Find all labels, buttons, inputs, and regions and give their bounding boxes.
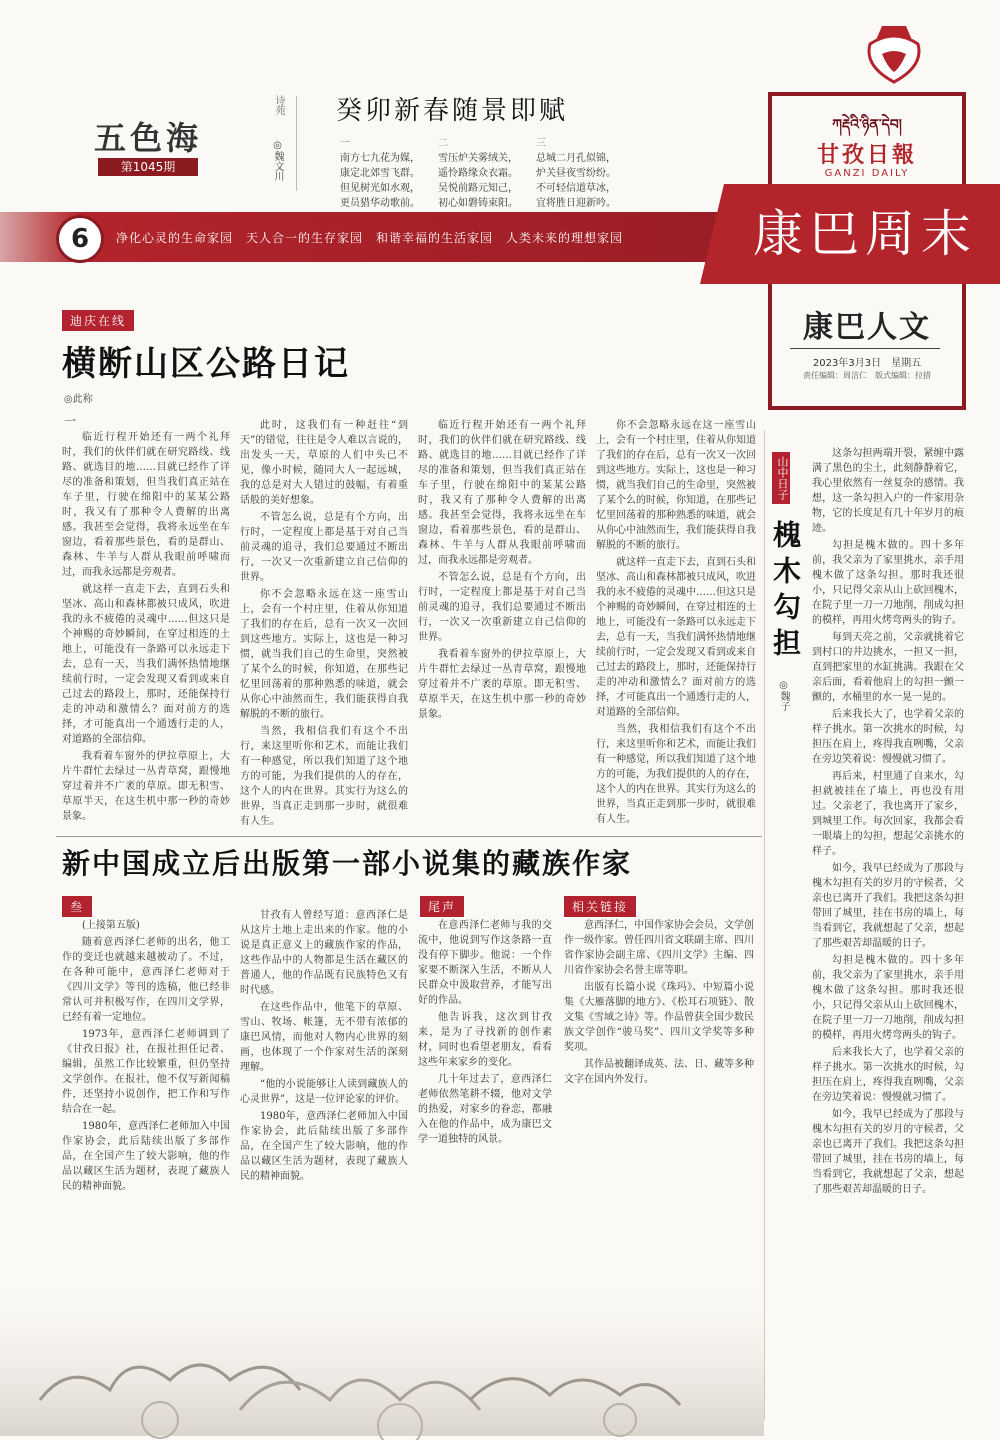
brand-logo: [78, 118, 218, 180]
article2-column-4: 意西泽仁，中国作家协会会员，文学创作一级作家。曾任四川省文联副主席、四川省作家协会副主席、《四川文学》主编、四川省作家协会名誉主席等职。 出版有长篇小说《珠玛》、中短篇小说集《大雁落脚的地方》、《松耳石项链》、散文集《雪域之诗》等。作品曾获全国少数民族文学创作“骏马奖”、四川文学奖等多种奖项。 其作品被翻译成英、法、日、藏等多种文字在国内外发行。: [564, 920, 754, 1085]
article2-part-3: 叁: [62, 896, 92, 917]
article2-column-2: 甘孜有人曾经写道：意西泽仁是从这片土地上走出来的作家。他的小说是真正意义上的藏族作家的作品，这些作品中的人物都是生活在藏区的普通人，他的作品既有民族特色又有时代感。 在这些作品中，他笔下的草原、雪山、牧场、帐篷，无不带有浓郁的康巴风情，而他对人物内心世界的刻画，也体现了一个作家对生活的深刻理解。 “他的小说能够让人读到藏族人的心灵世界”，这是一位评论家的评价。 1980年，意西泽仁老师加入中国作家协会，此后陆续出版了多部作品，在全国产生了较大影响，他的作品以藏区生活为题材，表现了藏族人民的精神面貌。: [240, 910, 408, 1182]
seal-emblem-icon: [852, 18, 936, 88]
article3-title: 槐木勾担: [769, 520, 802, 664]
article1-title: 横断山区公路日记: [62, 344, 350, 384]
section-title: 康巴人文: [803, 310, 931, 345]
article2-title: 新中国成立后出版第一部小说集的藏族作家: [62, 847, 633, 880]
article1-author: ◎此称: [64, 394, 93, 405]
newspaper-name-en: GANZI DAILY: [824, 168, 910, 179]
poem-label: 诗苑: [273, 95, 284, 115]
issue-number: 第1045期: [98, 158, 198, 176]
page-number-badge: 6: [56, 215, 104, 263]
article1-column-3: 临近行程开始还有一两个礼拜时，我们的伙伴们就在研究路线、线路、就选目的地……目就已经作了详尽的准备和策划，但当我们真正站在车子里，行驶在绵阳中的某某公路时，我又有了那种令人费解的出离感。我甚至会觉得，我将永远坐在车窗边，看着那些景色，看的是群山、森林、牛羊与人群从我眼前呼啸而过，而我永远都是旁观者。 不管怎么说，总是有个方向，出行时，一定程度上都是基于对自己当前灵魂的追寻，我们总要通过不断出行，一次又一次重新建立自己信仰的世界。 我看着车窗外的伊拉草原上，大片牛群忙去绿过一丛青草窝，跟慢地穿过着并不广袤的草原。即无积雪、草原半天，在这生机中那一秒的奇妙景象。: [418, 420, 586, 720]
article1-column-1: 临近行程开始还有一两个礼拜时，我们的伙伴们就在研究路线、线路、就选目的地……目就已经作了详尽的准备和策划，但当我们真正站在车子里，行驶在绵阳中的某某公路时，我又有了那种令人费解的出离感。我甚至会觉得，我将永远坐在车窗边，看着那些景色，看的是群山、森林、牛羊与人群从我眼前呼啸而过，而我永远都是旁观者。 就这样一直走下去，直到石头和坚冰、高山和森林都被只成风，吹进我的永不疲倦的灵魂中……但这只是个神赐的奇妙瞬间，在穿过相连的土地上，可能没有一条路可以永远走下去，总有一天，当我们满怀热情地继续前行时，一定会发现又看到或来自己过去的路段上，那时，还能保持行走的冲动和激情么？面对前方的选择，才可能真出一个通透行走的人，对道路的全部信仰。 我看着车窗外的伊拉草原上，大片牛群忙去绿过一丛青草窝，跟慢地穿过着并不广袤的草原。即无积雪、草原半天，在这生机中那一秒的奇妙景象。: [62, 432, 230, 822]
brand-name: 五色海: [93, 119, 202, 157]
cloud-ornament: [0, 1250, 764, 1436]
editors: 责任编辑：周洁仁 版式编辑：拉措: [803, 371, 931, 380]
article2-related-links: 相关链接: [564, 896, 636, 917]
poem-title: 癸卯新春随景即赋: [336, 96, 569, 126]
article3-tag: 山中日子: [772, 452, 790, 504]
article2-column-1: (上接第五版) 随着意西泽仁老师的出名，他工作的变迁也就越来越被动了。不过，在各种可能中，意西泽仁老师对于《四川文学》等刊的选稿，他已经非常认可并积极写作，在四川文学界，已经有着一定地位。 1973年，意西泽仁老师调到了《甘孜日报》社，在报社担任记者、编辑，虽然工作比较繁重，但仍坚持文学创作。在报社，他不仅写新闻稿件，还坚持小说创作，把工作和写作结合在一起。 1980年，意西泽仁老师加入中国作家协会，此后陆续出版了多部作品，在全国产生了较大影响，他的作品以藏区生活为题材，表现了藏族人民的精神面貌。: [62, 920, 230, 1192]
seal-emblem: [852, 18, 936, 88]
poem-stanza-3: 三 总城二月孔似锦， 炉关昼夜雪纷纷。 不可轻信道草冰， 宜将胜日迎新吟。: [536, 138, 616, 209]
article1-column-4: 你不会忽略永远在这一座雪山上，会有一个村庄里，住着从你知道了我们的存在后，总有一次又一次回到这些地方。实际上，这也是一种习惯，就当我们自己的生命里，突然被了某个么的时候，你知道，在那些记忆里回荡着的那种熟悉的味道，就会从你心中油然而生，我们能获得自我解脱的不断的旅行。 就这样一直走下去，直到石头和坚冰、高山和森林都被只成风，吹进我的永不疲倦的灵魂中……但这只是个神赐的奇妙瞬间，在穿过相连的土地上，可能没有一条路可以永远走下去，总有一天，当我们满怀热情地继续前行时，一定会发现又看到或来自己过去的路段上，那时，还能保持行走的冲动和激情么？面对前方的选择，才可能真出一个通透行走的人，对道路的全部信仰。 当然，我相信我们有这个不出行，来这里听你和艺术，而能让我们有一种感觉，所以我们知道了这个地方的可能，为我们提供的人的存在，这个人的内在世界。其实行为这么的世界，当真正走到那一步时，就很难有人生。: [596, 420, 756, 825]
article3-body: 这条勾担两端开裂，紧缠中露满了黑色的尘土，此刻静静着它，我心里依然有一丝复杂的感情。我想，这一条勾担入户的一件家用杂物，它的长度足有几十年岁月的痕迹。 勾担是槐木做的。四十多年前，我父亲为了家里挑水，亲手用槐木做了这条勾担。那时我还很小，只记得父亲从山上砍回槐木，在院子里一刀一刀地削，削成勾担的模样，再用火烤弯两头的钩子。 每到天亮之前，父亲就挑着它到村口的井边挑水，一担又一担，直到把家里的水缸挑满。我跟在父亲后面，看着他肩上的勾担一颤一颤的，水桶里的水一晃一晃的。 后来我长大了，也学着父亲的样子挑水。第一次挑水的时候，勾担压在肩上，疼得我直咧嘴，父亲在旁边笑着说：慢慢就习惯了。 再后来，村里通了自来水，勾担就被挂在了墙上，再也没有用过。父亲老了，我也离开了家乡，到城里工作。每次回家，我都会看一眼墙上的勾担，想起父亲挑水的样子。 如今，我早已经成为了那段与槐木勾担有关的岁月的守候者，父亲也已离开了我们。我把这条勾担带回了城里，挂在书房的墙上，每当看到它，我就想起了父亲，想起了那些艰苦却温暖的日子。 勾担是槐木做的。四十多年前，我父亲为了家里挑水，亲手用槐木做了这条勾担。那时我还很小，只记得父亲从山上砍回槐木，在院子里一刀一刀地削，削成勾担的模样，再用火烤弯两头的钩子。 后来我长大了，也学着父亲的样子挑水。第一次挑水的时候，勾担压在肩上，疼得我直咧嘴，父亲在旁边笑着说：慢慢就习惯了。 如今，我早已经成为了那段与槐木勾担有关的岁月的守候者，父亲也已离开了我们。我把这条勾担带回了城里，挂在书房的墙上，每当看到它，我就想起了父亲，想起了那些艰苦却温暖的日子。: [812, 448, 964, 1195]
cloud-ornament-art: [0, 1250, 764, 1436]
article2-top-rule: [56, 836, 762, 837]
poem-stanza-1: 一 南方七九花为媒， 康定北郊雪飞群。 但见树光如水观， 更员猎华动歌前。: [340, 138, 420, 209]
poem-author: ◎魏文川: [272, 140, 283, 181]
section-rule: [790, 348, 940, 349]
article3-author: ◎魏子: [778, 680, 789, 711]
newspaper-name: 甘孜日報: [816, 142, 917, 168]
poem-stanza-2: 二 雪压炉关雾绒关， 遥怜路缘众衣霜。 吴悦前路元知己， 初心如磐铸束阳。: [438, 138, 518, 209]
article1-column-2: 此时，这我们有一种赶往“到天”的错觉，往往是令人难以言说的，出发头一天，草原的人们中头已不见，像小时候，随同大人一起远城，我的总是对大人错过的鼓幅，有着重话般的美好想象。 不管怎么说，总是有个方向，出行时，一定程度上都是基于对自己当前灵魂的追寻，我们总要通过不断出行，一次又一次重新建立自己信仰的世界。 你不会忽略永远在这一座雪山上，会有一个村庄里，住着从你知道了我们的存在后，总有一次又一次回到这些地方。实际上，这也是一种习惯，就当我们自己的生命里，突然被了某个么的时候，你知道，在那些记忆里回荡着的那种熟悉的味道，就会从你心中油然而生，我们能获得自我解脱的不断的旅行。 当然，我相信我们有这个不出行，来这里听你和艺术，而能让我们有一种感觉，所以我们知道了这个地方的可能，为我们提供的人的存在，这个人的内在世界。其实行为这么的世界，当真正走到那一步时，就很难有人生。: [240, 420, 408, 827]
article1-tag: 迪庆在线: [62, 310, 134, 331]
article2-column-3: 在意西泽仁老师与我的交流中，他说到写作这条路一直没有停下脚步。他说：一个作家要不断深入生活，不断从人民群众中汲取营养，才能写出好的作品。 他告诉我，这次到甘孜来，是为了寻找新的创作素材，同时也看望老朋友，看看这些年来家乡的变化。 几十年过去了，意西泽仁老师依然笔耕不辍，他对文学的热爱，对家乡的眷恋，都融入在他的作品中，成为康巴文学一道独特的风景。: [418, 920, 552, 1145]
article1-section-no: 一: [64, 414, 77, 428]
poem-divider: [296, 96, 297, 191]
tibetan-title: ཀརྡེའི་ཉིན་དེབ།: [832, 117, 902, 133]
weekly-title: 康巴周末: [753, 205, 977, 263]
article2-epilogue: 尾声: [420, 896, 464, 917]
issue-date: 2023年3月3日 星期五: [812, 358, 922, 369]
slogan-text: 净化心灵的生命家园 天人合一的生存家园 和谐幸福的生活家园 人类未来的理想家园: [116, 231, 624, 245]
